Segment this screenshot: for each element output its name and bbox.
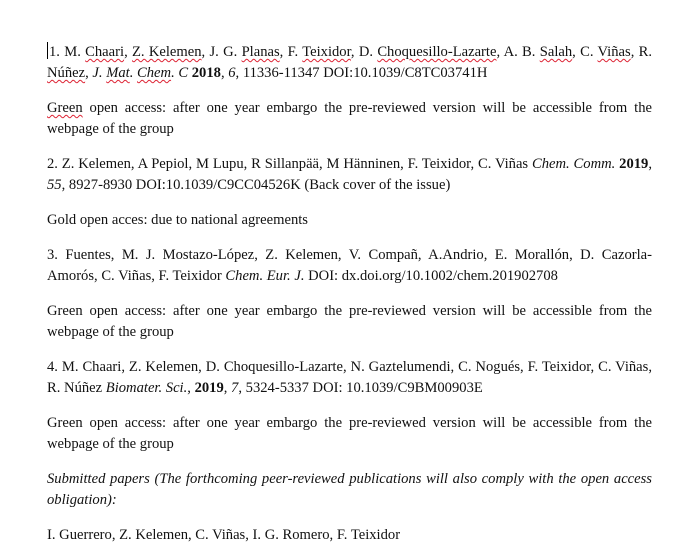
ref-1-author-kelemen: Z. Kelemen (132, 44, 202, 60)
reference-3 (47, 245, 652, 287)
ref-1-author-chaari: Chaari (85, 44, 125, 60)
submitted-papers-heading: Submitted papers (The forthcoming peer-reviewed publications will also comply with the open access obligation): (47, 471, 652, 508)
reference-1 (47, 42, 652, 84)
submitted-paper-1: I. Guerrero, Z. Kelemen, C. Viñas, I. G. Romero, F. Teixidor (47, 527, 401, 543)
ref-1-journal-j: J. (92, 65, 103, 81)
ref-1-text: 1. M. (49, 44, 86, 60)
ref-1-note-green: Green (47, 100, 83, 116)
document-page[interactable] (47, 42, 652, 560)
reference-4-note: Green open access: after one year embargo the pre-reviewed version will be accessible from the webpage of the group (47, 415, 652, 452)
ref-4-comma: , (223, 380, 232, 396)
ref-1-sep: , C. (572, 44, 598, 60)
ref-1-sep: , (124, 44, 132, 60)
ref-4-journal: Biomater. Sci. (105, 380, 188, 396)
ref-1-sep: , (85, 65, 93, 81)
ref-4-volume: 7 (231, 380, 239, 396)
ref-1-author-choquesillo: Choquesillo-Lazarte (377, 44, 497, 60)
ref-1-author-teixidor: Teixidor (302, 44, 351, 60)
ref-1-note-text: open access: after one year embargo the pre-reviewed version will be accessible from the webpage of the group (47, 100, 652, 137)
ref-1-sep: , F. (279, 44, 303, 60)
ref-1-volume: 6 (228, 65, 236, 81)
ref-2-journal: Chem. Comm. (531, 156, 616, 172)
reference-1-note (47, 98, 652, 140)
ref-2-authors: 2. Z. Kelemen, A Pepiol, M Lupu, R Sillanpää, M Hänninen, F. Teixidor, C. Viñas (47, 156, 532, 172)
ref-2-pages-doi: , 8927-8930 DOI:10.1039/C9CC04526K (Back cover of the issue) (61, 177, 451, 193)
ref-1-author-nunez: Núñez (47, 65, 86, 81)
reference-4 (47, 357, 652, 399)
ref-1-sep: , D. (350, 44, 378, 60)
ref-3-authors: 3. Fuentes, M. J. Mostazo-López, Z. Kelemen, V. Compañ, A.Andrio, E. Morallón, D. Cazorla-Amorós, C. Viñas, F. Teixidor (47, 247, 652, 284)
reference-3-note: Green open access: after one year embargo the pre-reviewed version will be accessible from the webpage of the group (47, 303, 652, 340)
ref-2-comma: , (648, 156, 652, 172)
ref-1-year: 2018 (191, 65, 221, 81)
ref-1-journal-chem: Chem (137, 65, 172, 81)
ref-1-pages-doi: , 11336-11347 DOI:10.1039/C8TC03741H (235, 65, 488, 81)
ref-2-year: 2019 (619, 156, 649, 172)
ref-4-year: 2019 (194, 380, 224, 396)
ref-3-doi: DOI: dx.doi.org/10.1002/chem.201902708 (304, 268, 558, 284)
ref-2-volume: 55 (47, 177, 62, 193)
ref-4-pages-doi: , 5324-5337 DOI: 10.1039/C9BM00903E (238, 380, 483, 396)
ref-1-journal-c: . C (171, 65, 192, 81)
reference-2-note: Gold open acces: due to national agreements (47, 212, 308, 228)
ref-1-sep: , A. B. (496, 44, 540, 60)
ref-4-authors: 4. M. Chaari, Z. Kelemen, D. Choquesillo-Lazarte, N. Gaztelumendi, C. Nogués, F. Teixidor, C. Viñas, R. Núñez (47, 359, 652, 396)
ref-1-author-vinas: Viñas (597, 44, 631, 60)
ref-1-comma: , (220, 65, 229, 81)
ref-1-sep: , J. G. (201, 44, 242, 60)
ref-3-journal: Chem. Eur. J. (225, 268, 305, 284)
ref-1-author-salah: Salah (539, 44, 573, 60)
text-cursor (47, 42, 48, 59)
ref-4-comma: , (187, 380, 195, 396)
ref-1-author-planas: Planas (241, 44, 280, 60)
reference-2 (47, 154, 652, 196)
ref-1-journal-dot: . (129, 65, 137, 81)
ref-1-sep: , R. (630, 44, 653, 60)
ref-1-journal-mat: Mat (106, 65, 130, 81)
